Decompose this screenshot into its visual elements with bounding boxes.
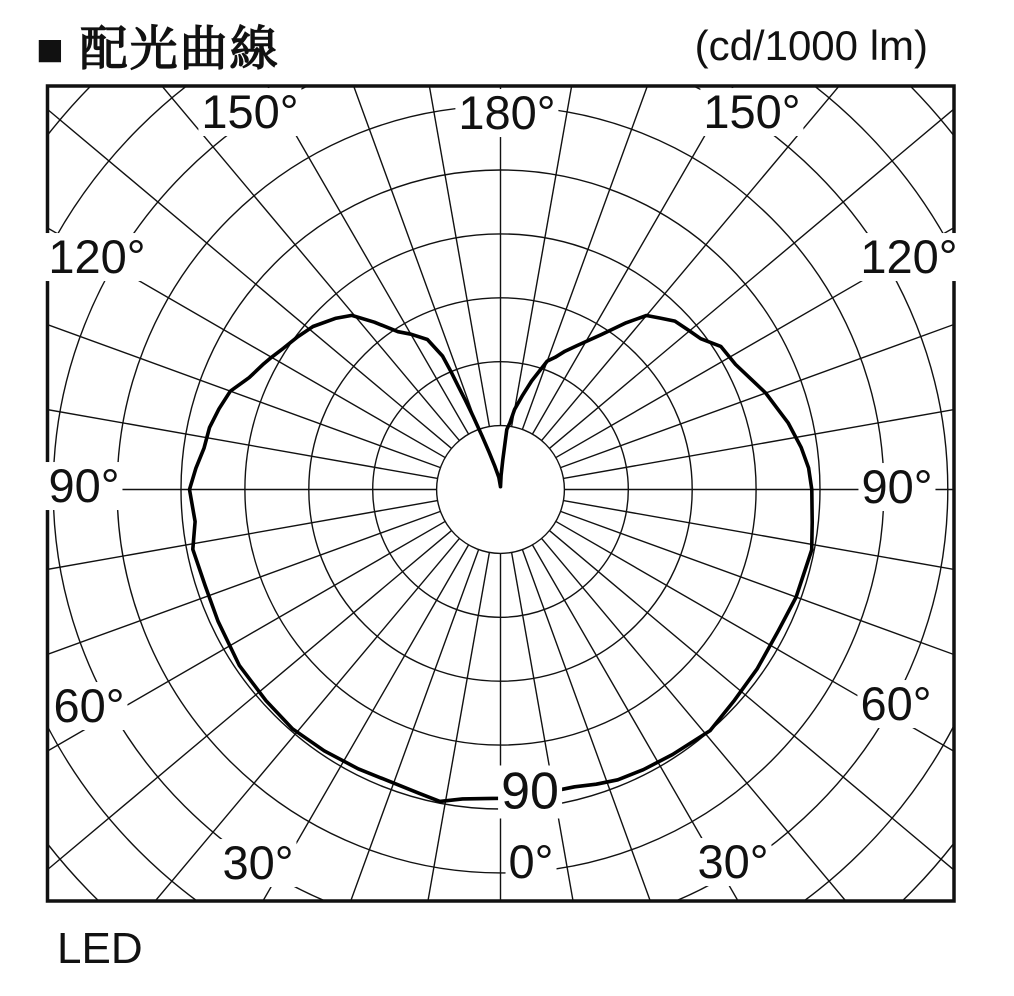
angle-label-150-left: 150°: [198, 88, 301, 136]
ring-scale-label-90: 90: [498, 765, 562, 818]
angle-label-0: 0°: [506, 838, 557, 886]
angle-label-120-right: 120°: [857, 233, 960, 281]
angle-label-60-left: 60°: [50, 682, 127, 730]
angle-label-150-right: 150°: [700, 88, 803, 136]
angle-label-90-right: 90°: [858, 463, 935, 511]
angle-label-90-left: 90°: [45, 462, 122, 510]
page-title-text: 配光曲線: [79, 23, 280, 76]
angle-label-30-right: 30°: [694, 838, 771, 886]
title-bullet-icon: ■: [36, 23, 66, 75]
units-label: (cd/1000 lm): [694, 22, 928, 69]
angle-label-120-left: 120°: [45, 233, 148, 281]
angle-label-180: 180°: [455, 89, 558, 137]
angle-label-60-right: 60°: [857, 680, 934, 728]
source-label: LED: [57, 924, 143, 973]
angle-label-30-left: 30°: [219, 839, 296, 887]
